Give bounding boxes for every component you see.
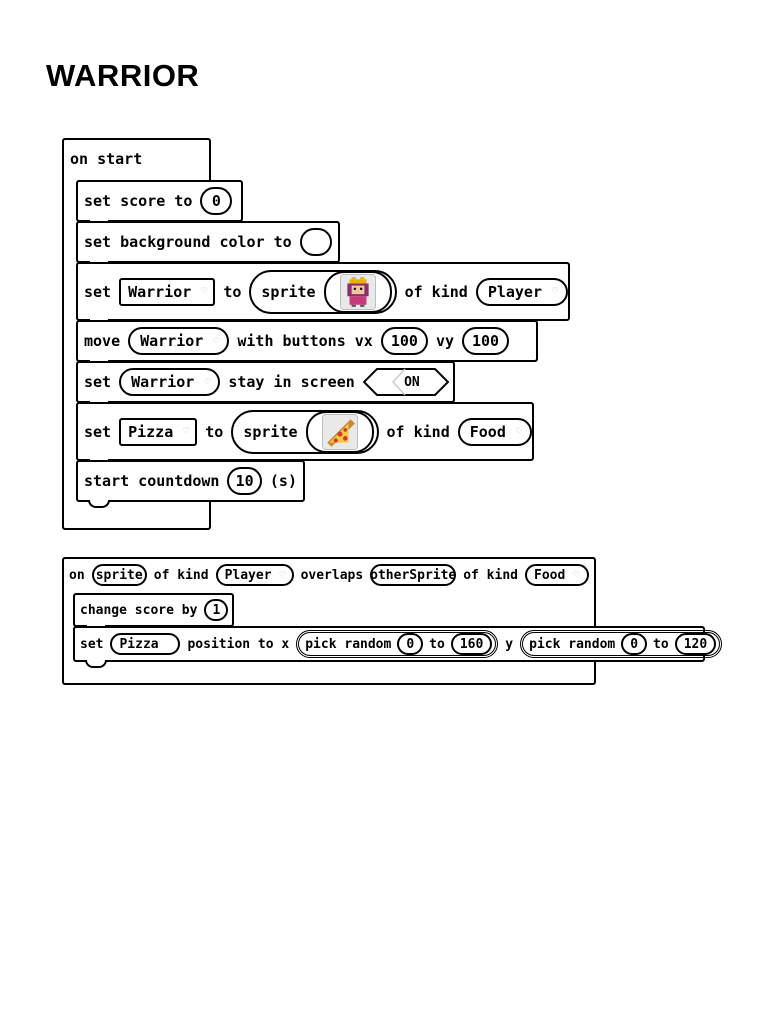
set-pizza-sprite-block[interactable] <box>76 402 534 461</box>
block-label: change score by <box>80 602 198 618</box>
stay-in-screen-block[interactable] <box>76 361 455 403</box>
variable-dropdown-pizza[interactable] <box>119 418 197 446</box>
move-with-buttons-block[interactable] <box>76 320 538 362</box>
random-max-input[interactable]: 160 <box>451 633 492 655</box>
kind-dropdown-player[interactable] <box>476 278 568 306</box>
dropdown-value: Warrior <box>128 282 192 301</box>
stay-in-screen-toggle[interactable] <box>363 368 447 396</box>
dropdown-value: Pizza <box>119 636 159 652</box>
kind-dropdown-food[interactable] <box>525 564 589 586</box>
chevron-down-icon: ♡ <box>183 426 190 437</box>
block-label: overlaps <box>300 567 364 583</box>
block-label: of kind <box>153 567 209 583</box>
kind-dropdown-food[interactable] <box>458 418 532 446</box>
countdown-input[interactable]: 10 <box>227 467 261 495</box>
block-label: position to x <box>187 636 290 652</box>
change-score-input[interactable]: 1 <box>204 599 228 621</box>
other-sprite-variable[interactable]: otherSprite <box>370 564 456 586</box>
random-min-input[interactable]: 0 <box>621 633 647 655</box>
chevron-down-icon: ♡ <box>204 376 211 388</box>
variable-dropdown-warrior[interactable] <box>128 327 229 355</box>
on-overlap-hat[interactable] <box>62 557 596 593</box>
block-label: on <box>69 567 85 583</box>
change-score-block[interactable] <box>73 593 234 627</box>
background-color-input[interactable] <box>300 228 332 256</box>
random-max-input[interactable]: 120 <box>675 633 716 655</box>
block-label: set score to <box>84 192 193 210</box>
block-label: of kind <box>404 282 468 301</box>
warrior-sprite-icon <box>340 274 376 310</box>
vy-input[interactable]: 100 <box>462 327 509 355</box>
block-label: vy <box>435 332 454 350</box>
set-background-block[interactable] <box>76 221 340 263</box>
vx-input[interactable]: 100 <box>381 327 428 355</box>
sprite-reporter-pizza[interactable] <box>231 410 378 454</box>
block-label: set <box>80 636 104 652</box>
kind-dropdown-player[interactable] <box>216 564 294 586</box>
chevron-down-icon: ♡ <box>279 569 286 581</box>
score-value-input[interactable]: 0 <box>200 187 232 215</box>
block-label: of kind <box>386 422 450 441</box>
block-label: to <box>429 636 445 652</box>
variable-dropdown-pizza[interactable] <box>110 633 180 655</box>
variable-dropdown-warrior[interactable] <box>119 278 215 306</box>
dropdown-value: Food <box>534 567 566 583</box>
pick-random-y[interactable] <box>520 630 722 658</box>
set-score-block[interactable] <box>76 180 243 222</box>
block-label: sprite <box>243 422 298 441</box>
random-min-input[interactable]: 0 <box>397 633 423 655</box>
set-warrior-sprite-block[interactable] <box>76 262 570 321</box>
block-label: move <box>84 332 121 350</box>
block-label: with buttons vx <box>237 332 373 350</box>
block-label: set background color to <box>84 233 292 251</box>
chevron-down-icon: ♡ <box>573 569 580 581</box>
block-label: to <box>653 636 669 652</box>
sprite-variable[interactable]: sprite <box>92 564 147 586</box>
sprite-reporter-warrior[interactable] <box>249 270 396 314</box>
sprite-image-field[interactable] <box>324 271 392 313</box>
dropdown-value: Warrior <box>140 332 204 350</box>
chevron-down-icon: ♡ <box>201 286 208 297</box>
block-label: start countdown <box>84 472 220 490</box>
block-label: set <box>84 282 112 301</box>
page-title: WARRIOR <box>46 58 200 93</box>
block-label: pick random <box>305 636 392 652</box>
dropdown-value: Player <box>487 282 542 301</box>
variable-dropdown-warrior[interactable] <box>119 368 220 396</box>
block-label: of kind <box>463 567 518 583</box>
block-label: pick random <box>529 636 616 652</box>
pick-random-x[interactable] <box>296 630 498 658</box>
block-label: set <box>84 373 112 391</box>
block-label: to <box>223 282 242 301</box>
block-label: (s) <box>269 472 297 490</box>
dropdown-value: Warrior <box>131 373 195 391</box>
chevron-down-icon: ♡ <box>552 286 559 297</box>
chevron-down-icon: ♡ <box>515 426 522 437</box>
start-countdown-block[interactable] <box>76 460 305 502</box>
dropdown-value: Food <box>469 422 506 441</box>
on-start-hat[interactable]: on start <box>70 150 143 168</box>
block-label: y <box>505 636 514 652</box>
toggle-value: ON <box>404 374 420 390</box>
block-label: set <box>84 422 112 441</box>
dropdown-value: Pizza <box>128 422 174 441</box>
sprite-image-field[interactable] <box>306 411 374 453</box>
dropdown-value: Player <box>224 567 272 583</box>
set-position-block[interactable] <box>73 626 708 662</box>
block-label: sprite <box>261 282 316 301</box>
block-label: to <box>205 422 224 441</box>
block-label: stay in screen <box>228 373 355 391</box>
chevron-down-icon: ♡ <box>213 335 220 347</box>
pizza-sprite-icon <box>322 414 358 450</box>
